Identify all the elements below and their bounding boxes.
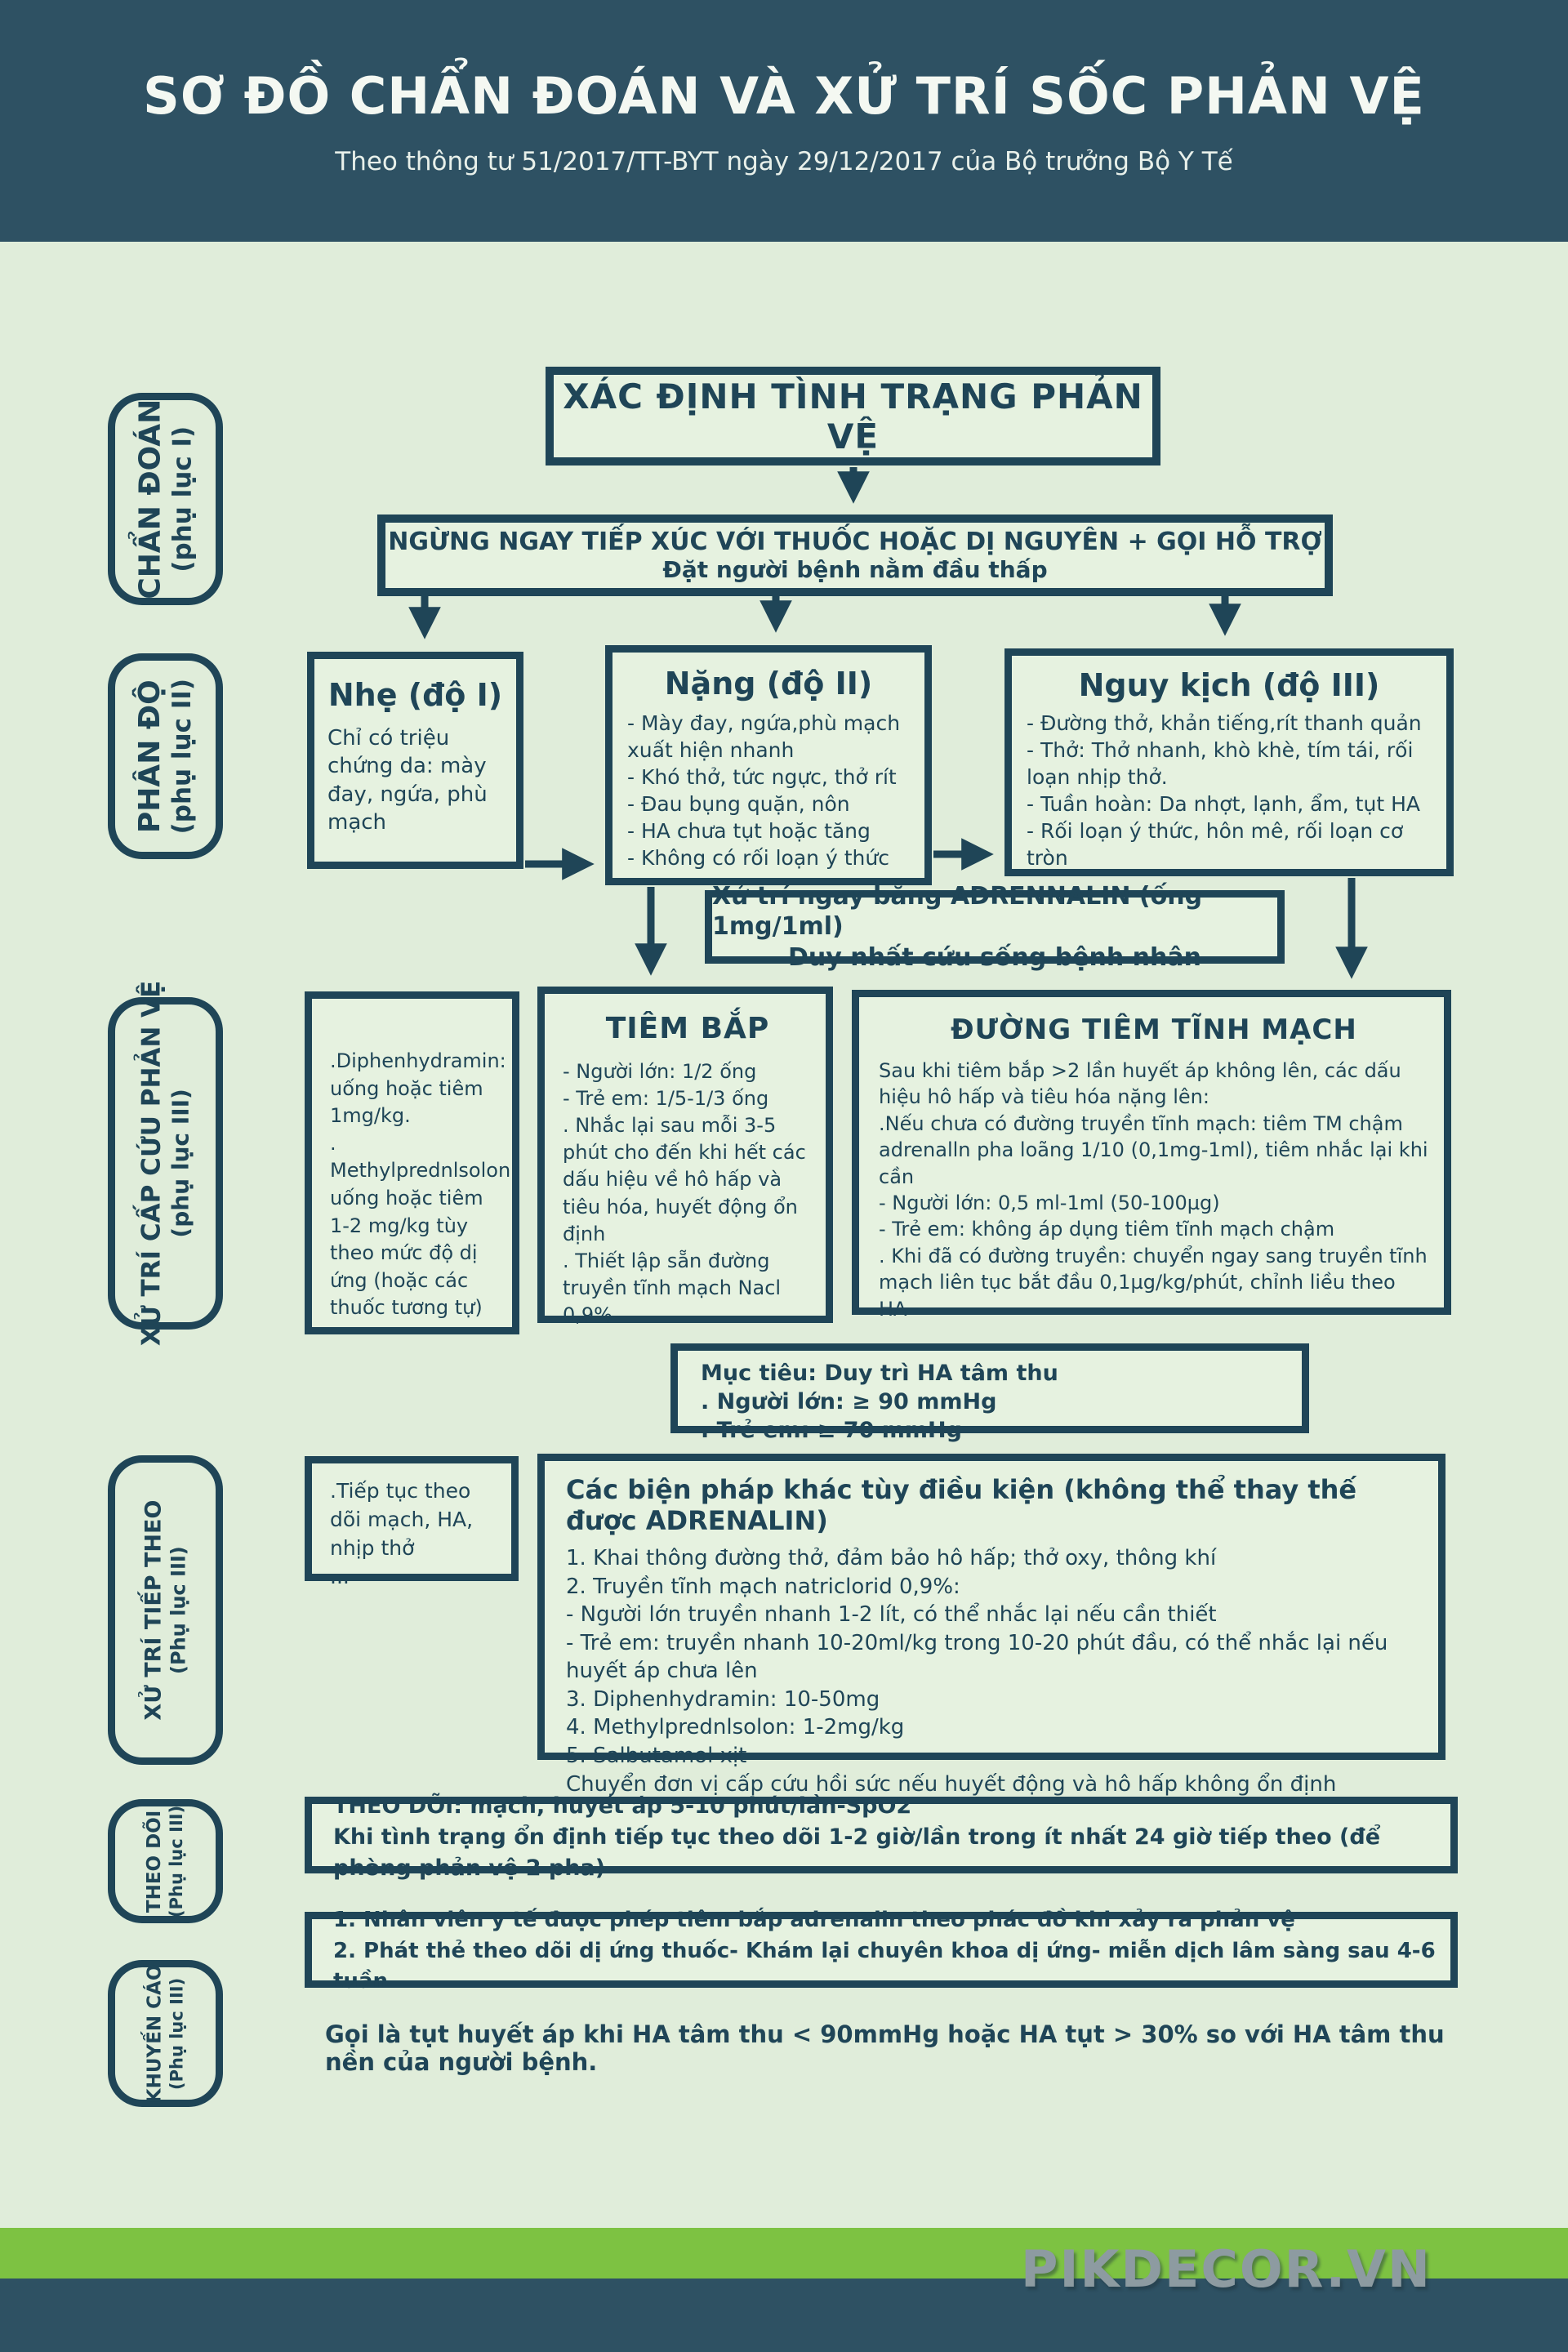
box-muc-tieu <box>670 1343 1309 1444</box>
box-line: - Người lớn: 0,5 ml-1ml (50-100µg) <box>879 1191 1220 1214</box>
box-line: - Mày đay, ngứa,phù mạch xuất hiện nhanh <box>627 711 901 762</box>
box-title: Nặng (độ II) <box>664 666 873 702</box>
box-line: Khi tình trạng ổn định tiếp tục theo dõi 1-2 giờ/lần trong ít nhất 24 giờ tiếp theo (để phòng phản vệ 2 pha) <box>333 1824 1381 1881</box>
box-line: - HA chưa tụt hoặc tăng <box>627 819 871 843</box>
box-line: - Không có rối loạn ý thức <box>627 846 889 870</box>
sidebar-label-xu-tri-cap-cuu <box>108 980 223 1347</box>
box-tiem-bap <box>537 987 833 1326</box>
box-line: - Trẻ em: không áp dụng tiêm tĩnh mạch chậm <box>879 1218 1335 1241</box>
sidebar-label-phan-do <box>108 653 223 859</box>
box-line: - Khó thở, tức ngực, thở rít <box>627 765 897 789</box>
box-line: - Đau bụng quặn, nôn <box>627 792 850 816</box>
box-line: 2. Truyền tĩnh mạch natriclorid 0,9%: <box>566 1574 960 1599</box>
box-line: .Nếu chưa có đường truyền tĩnh mạch: tiêm TM chậm adrenalln pha loãng 1/10 (0,1mg-1ml), tiêm nhắc lại khi cần <box>879 1111 1428 1188</box>
box-line: Mục tiêu: Duy trì HA tâm thu <box>701 1361 1058 1386</box>
box-adrenalin <box>705 881 1285 972</box>
box-line: Duy nhất cứu sống bệnh nhân <box>788 942 1201 972</box>
box-line: ... <box>330 1565 350 1588</box>
box-line: - Người lớn truyền nhanh 1-2 lít, có thể nhắc lại nếu cần thiết <box>566 1602 1217 1628</box>
page-subtitle: Theo thông tư 51/2017/TT-BYT ngày 29/12/2017 của Bộ trưởng Bộ Y Tế <box>335 146 1233 176</box>
header-band <box>0 0 1568 242</box>
box-line: - Trẻ em: truyền nhanh 10-20ml/kg trong 10-20 phút đầu, có thể nhắc lại nếu huyết áp chưa lên <box>566 1630 1388 1684</box>
sidebar-label-sub: (phụ lục II) <box>167 678 198 835</box>
sidebar-label-text: KHUYẾN CÁO <box>144 1964 166 2103</box>
sidebar-label-text: XỬ TRÍ TIẾP THEO <box>140 1499 166 1721</box>
box-theo-doi <box>305 1793 1458 1881</box>
box-line: Xử trí ngay bằng ADRENNALIN (ống 1mg/1ml) <box>712 881 1203 942</box>
box-line: - Thở: Thở nhanh, khò khè, tím tái, rối loạn nhịp thở. <box>1027 738 1414 789</box>
box-line: . Khi đã có đường truyền: chuyển ngay sang truyền tĩnh mạch liên tục bắt đầu 0,1µg/kg/phút, chỉnh liều theo HA <box>879 1244 1428 1321</box>
box-line: .Diphenhydramin: uống hoặc tiêm 1mg/kg. <box>330 1049 506 1128</box>
box-title: ĐƯỜNG TIÊM TĨNH MẠCH <box>951 1013 1357 1046</box>
box-xac-dinh-tinh-trang <box>546 367 1160 466</box>
box-line: .Tiếp tục theo dõi mạch, HA, nhịp thở <box>330 1479 474 1560</box>
box-line: 2. Phát thẻ theo dõi dị ứng thuốc- Khám lại chuyên khoa dị ứng- miễn dịch lâm sàng sau 4-6 tuần <box>333 1938 1436 1994</box>
box-title: Nhẹ (độ I) <box>327 677 503 713</box>
box-line: 1. Khai thông đường thở, đảm bảo hô hấp; thở oxy, thông khí <box>566 1546 1217 1570</box>
sidebar-label-theo-doi <box>108 1799 223 1923</box>
sidebar-label-text: THEO DÕI <box>144 1810 166 1913</box>
box-nhe-do-1 <box>307 652 523 869</box>
box-line: . Methylprednlsolon uống hoặc tiêm 1-2 mg/kg tùy theo mức độ dị ứng (hoặc các thuốc tương tự) <box>330 1131 511 1320</box>
sidebar-label-sub: (phụ lục III) <box>167 1089 194 1238</box>
box-title: TIÊM BẮP <box>605 1012 770 1045</box>
box-line: 3. Diphenhydramin: 10-50mg <box>566 1686 880 1712</box>
sidebar-label-sub: (Phụ lục III) <box>167 1546 190 1674</box>
box-khang-histamin <box>305 991 519 1334</box>
sidebar-label-sub: (Phụ lục III) <box>166 1977 186 2090</box>
box-line: - Rối loạn ý thức, hôn mê, rối loạn cơ tròn <box>1027 819 1404 870</box>
sidebar-label-text: XỬ TRÍ CẤP CỨU PHẢN VỆ <box>136 980 167 1347</box>
box-line: Đặt người bệnh nằm đầu thấp <box>662 556 1048 583</box>
box-line: - Đường thở, khản tiếng,rít thanh quản <box>1027 711 1422 735</box>
box-line: - Tuần hoàn: Da nhợt, lạnh, ẩm, tụt HA <box>1027 792 1420 816</box>
box-line: . Thiết lập sẵn đường truyền tĩnh mạch Nacl 0,9% <box>563 1249 782 1326</box>
sidebar-label-sub: (phụ lục I) <box>167 425 198 572</box>
box-line: . Nhắc lại sau mỗi 3-5 phút cho đến khi hết các dấu hiệu về hô hấp và tiêu hóa, huyết động ổn định <box>563 1114 806 1245</box>
sidebar-label-chan-doan <box>108 393 223 605</box>
page-title: SƠ ĐỒ CHẨN ĐOÁN VÀ XỬ TRÍ SỐC PHẢN VỆ <box>143 65 1425 126</box>
box-line: 1. Nhân viên y tế được phép tiêm bắp adrenalin theo phác đồ khi xảy ra phản vệ <box>333 1907 1295 1932</box>
box-line: Chuyển đơn vị cấp cứu hồi sức nếu huyết động và hô hấp không ổn định <box>566 1771 1337 1797</box>
box-duong-tiem-tinh-mach <box>852 990 1451 1321</box>
sidebar-label-xu-tri-tiep-theo <box>108 1455 223 1765</box>
box-tiep-tuc-theo-doi <box>305 1456 519 1588</box>
box-cac-bien-phap-khac <box>537 1454 1446 1797</box>
box-line: . Người lớn: ≥ 90 mmHg <box>701 1389 997 1415</box>
sidebar-label-text: PHÂN ĐỘ <box>133 679 167 833</box>
box-line: 4. Methylprednlsolon: 1-2mg/kg <box>566 1715 905 1740</box>
sidebar-label-sub: (Phụ lục III) <box>166 1805 186 1918</box>
box-line: THEO DÕI: mạch, huyết áp 5-10 phút/lần-SpO2 <box>333 1793 912 1820</box>
box-line: . Trẻ em: ≥ 70 mmHg <box>701 1418 962 1444</box>
box-line: - Trẻ em: 1/5-1/3 ống <box>563 1087 769 1111</box>
box-nguy-kich-do-3 <box>1004 648 1454 876</box>
note-hypotension-definition: Gọi là tụt huyết áp khi HA tâm thu < 90mmHg hoặc HA tụt > 30% so với HA tâm thu nền của người bệnh. <box>325 2020 1445 2076</box>
box-khuyen-cao <box>305 1907 1458 1994</box>
box-line: Sau khi tiêm bắp >2 lần huyết áp không lên, các dấu hiệu hô hấp và tiêu hóa nặng lên: <box>879 1059 1401 1109</box>
sidebar-label-khuyen-cao <box>108 1960 223 2107</box>
watermark-text: PIKDECOR.VN <box>1021 2239 1432 2299</box>
box-title: Các biện pháp khác tùy điều kiện (không thể thay thế được ADRENALIN) <box>566 1474 1357 1536</box>
box-ngung-tiep-xuc <box>377 514 1333 596</box>
box-title: XÁC ĐỊNH TÌNH TRẠNG PHẢN VỆ <box>563 376 1143 457</box>
box-line: - Người lớn: 1/2 ống <box>563 1060 757 1083</box>
box-title: Nguy kịch (độ III) <box>1078 667 1380 703</box>
box-line: Chỉ có triệu chứng da: mày đay, ngứa, phù mạch <box>327 726 488 835</box>
box-line: 5. Salbutamol xịt <box>566 1744 747 1769</box>
box-nang-do-2 <box>605 645 932 885</box>
sidebar-label-text: CHẨN ĐOÁN <box>133 399 167 599</box>
box-line: NGỪNG NGAY TIẾP XÚC VỚI THUỐC HOẶC DỊ NGUYÊN + GỌI HỖ TRỢ <box>388 528 1322 556</box>
